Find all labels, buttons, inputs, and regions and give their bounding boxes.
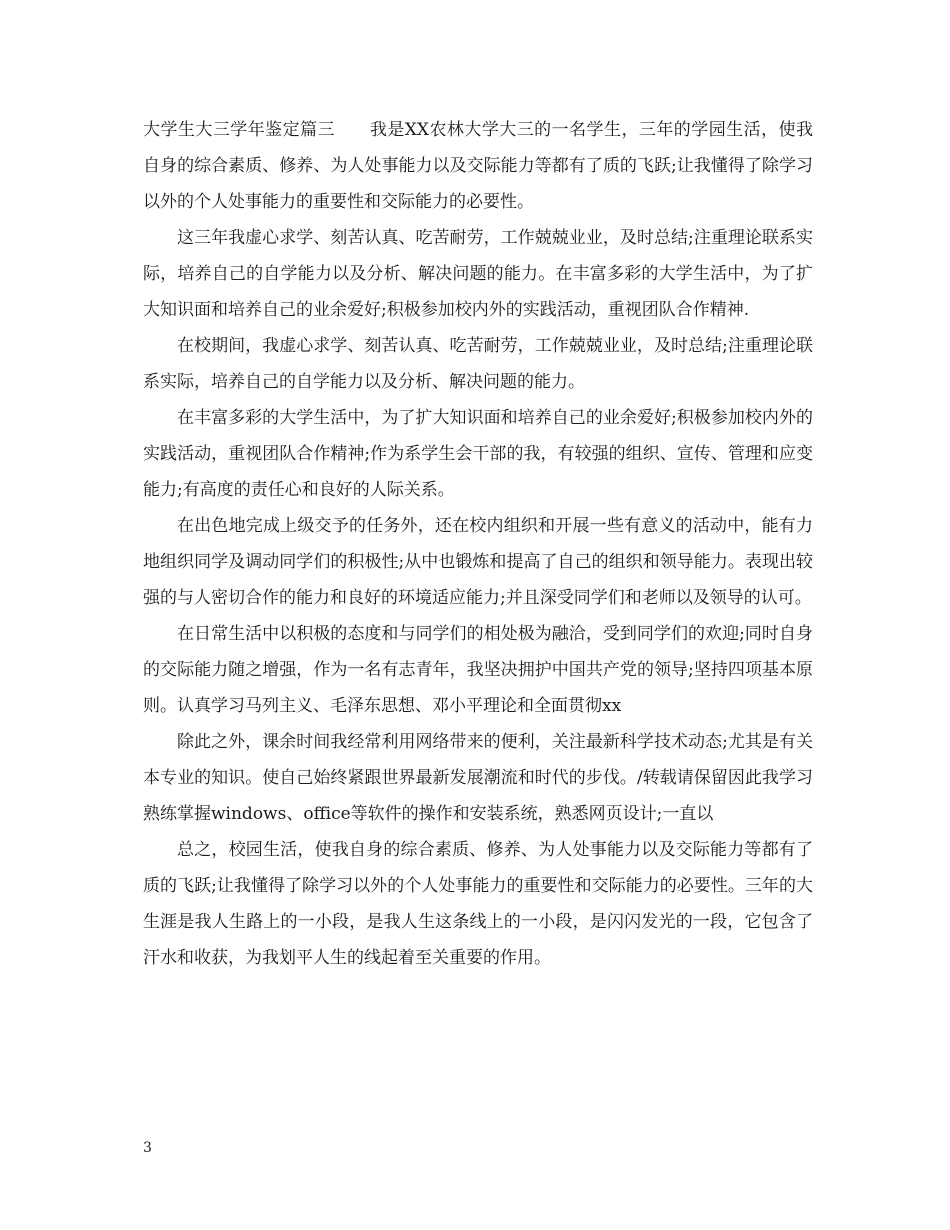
paragraph-5: 在出色地完成上级交予的任务外，还在校内组织和开展一些有意义的活动中，能有力地组织同学及调动同学们的积极性;从中也锻炼和提高了自己的组织和领导能力。表现出较强的与人密切合作的能力和良好的环境适应能力;并且深受同学们和老师以及领导的认可。 [143,516,813,608]
paragraph-1: 大学生大三学年鉴定篇三 我是XX农林大学大三的一名学生，三年的学园生活，使我自身的综合素质、修养、为人处事能力以及交际能力等都有了质的飞跃;让我懂得了除学习以外的个人处事能力的重要性和交际能力的必要性。 [143,120,813,212]
paragraph-6: 在日常生活中以积极的态度和与同学们的相处极为融洽，受到同学们的欢迎;同时自身的交际能力随之增强，作为一名有志青年，我坚决拥护中国共产党的领导;坚持四项基本原则。认真学习马列主义、毛泽东思想、邓小平理论和全面贯彻xx [143,624,813,716]
page-number: 3 [143,1140,152,1156]
paragraph-8: 总之，校园生活，使我自身的综合素质、修养、为人处事能力以及交际能力等都有了质的飞跃;让我懂得了除学习以外的个人处事能力的重要性和交际能力的必要性。三年的大生涯是我人生路上的一小段，是我人生这条线上的一小段，是闪闪发光的一段，它包含了汗水和收获，为我划平人生的线起着至关重要的作用。 [143,840,813,968]
paragraph-2: 这三年我虚心求学、刻苦认真、吃苦耐劳，工作兢兢业业，及时总结;注重理论联系实际，培养自己的自学能力以及分析、解决问题的能力。在丰富多彩的大学生活中，为了扩大知识面和培养自己的业余爱好;积极参加校内外的实践活动，重视团队合作精神. [143,228,813,320]
paragraph-3: 在校期间，我虚心求学、刻苦认真、吃苦耐劳，工作兢兢业业，及时总结;注重理论联系实际，培养自己的自学能力以及分析、解决问题的能力。 [143,336,813,392]
paragraph-4: 在丰富多彩的大学生活中，为了扩大知识面和培养自己的业余爱好;积极参加校内外的实践活动，重视团队合作精神;作为系学生会干部的我，有较强的组织、宣传、管理和应变能力;有高度的责任心和良好的人际关系。 [143,408,813,500]
document-body [143,112,813,976]
paragraph-7: 除此之外，课余时间我经常利用网络带来的便利，关注最新科学技术动态;尤其是有关本专业的知识。使自己始终紧跟世界最新发展潮流和时代的步伐。/转载请保留因此我学习熟练掌握windows、office等软件的操作和安装系统，熟悉网页设计;一直以 [143,732,813,824]
